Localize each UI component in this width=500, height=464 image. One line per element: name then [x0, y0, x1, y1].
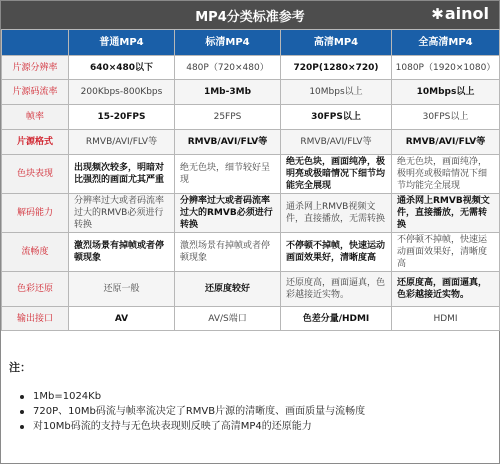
- table-row: [2, 130, 500, 155]
- brand-logo: [431, 4, 489, 23]
- title-bar: [1, 1, 499, 29]
- table-row: [2, 56, 500, 80]
- row-label: 解码能力: [2, 194, 69, 233]
- star-icon: ✱: [431, 5, 444, 23]
- table-cell: 30FPS以上: [281, 105, 392, 130]
- list-item: [9, 419, 493, 434]
- table-row: [2, 105, 500, 130]
- page-title: MP4分类标准参考: [195, 10, 305, 25]
- table-cell: 15-20FPS: [69, 105, 175, 130]
- notes-section: [9, 359, 493, 434]
- column-header: 标清MP4: [175, 30, 281, 56]
- table-cell: 30FPS以上: [392, 105, 500, 130]
- note-text: 对10Mb码流的支持与无色块表现则反映了高清MP4的还原能力: [33, 421, 312, 432]
- row-label: 流畅度: [2, 233, 69, 272]
- notes-list: [9, 389, 493, 434]
- table-cell: 分辨率过大或者码流率过大的RMVB必须进行转换: [69, 194, 175, 233]
- table-cell: 还原度高，画面逼真，色彩越接近实物。: [281, 272, 392, 307]
- row-label: 输出接口: [2, 307, 69, 331]
- column-header: 普通MP4: [69, 30, 175, 56]
- table-cell: 还原一般: [69, 272, 175, 307]
- column-header: 全高清MP4: [392, 30, 500, 56]
- table-cell: 还原度高，画面逼真，色彩越接近实物。: [392, 272, 500, 307]
- bullet-icon: [20, 425, 24, 429]
- table-row: [2, 307, 500, 331]
- table-cell: 出现频次较多，明暗对比强烈的画面尤其严重: [69, 155, 175, 194]
- table-row: [2, 194, 500, 233]
- table-corner-cell: [2, 30, 69, 56]
- bullet-icon: [20, 410, 24, 414]
- table-cell: RMVB/AVI/FLV等: [69, 130, 175, 155]
- row-label: 片源分辨率: [2, 56, 69, 80]
- bullet-icon: [20, 395, 24, 399]
- table-cell: RMVB/AVI/FLV等: [281, 130, 392, 155]
- row-label: 帧率: [2, 105, 69, 130]
- list-item: [9, 389, 493, 404]
- table-cell: AV: [69, 307, 175, 331]
- table-cell: 10Mbps以上: [281, 80, 392, 105]
- table-header-row: [2, 30, 500, 56]
- table-cell: AV/S端口: [175, 307, 281, 331]
- table-cell: 绝无色块，细节较好呈现: [175, 155, 281, 194]
- table-cell: 色差分量/HDMI: [281, 307, 392, 331]
- column-header: 高清MP4: [281, 30, 392, 56]
- table-cell: 640×480以下: [69, 56, 175, 80]
- table-cell: 200Kbps-800Kbps: [69, 80, 175, 105]
- brand-logo-text: ainol: [444, 4, 489, 23]
- table-row: [2, 155, 500, 194]
- table-cell: 不停顿不掉帧，快速运动画面效果好，清晰度高: [281, 233, 392, 272]
- mp4-comparison-table: [1, 29, 500, 331]
- table-cell: 激烈场景有掉帧或者停顿现象: [69, 233, 175, 272]
- table-cell: RMVB/AVI/FLV等: [392, 130, 500, 155]
- list-item: [9, 404, 493, 419]
- row-label: 色块表现: [2, 155, 69, 194]
- table-cell: 激烈场景有掉帧或者停顿现象: [175, 233, 281, 272]
- row-label: 片源码流率: [2, 80, 69, 105]
- table-cell: 1Mb-3Mb: [175, 80, 281, 105]
- table-cell: 还原度较好: [175, 272, 281, 307]
- row-label: 色彩还原: [2, 272, 69, 307]
- table-cell: 720P(1280×720): [281, 56, 392, 80]
- row-label: 片源格式: [2, 130, 69, 155]
- table-row: [2, 80, 500, 105]
- table-cell: 480P（720×480）: [175, 56, 281, 80]
- table-cell: 分辨率过大或者码流率过大的RMVB必须进行转换: [175, 194, 281, 233]
- note-text: 1Mb=1024Kb: [33, 391, 102, 402]
- table-cell: 通杀网上RMVB视频文件，直接播放，无需转换: [281, 194, 392, 233]
- table-cell: 10Mbps以上: [392, 80, 500, 105]
- table-cell: RMVB/AVI/FLV等: [175, 130, 281, 155]
- table-cell: 25FPS: [175, 105, 281, 130]
- note-text: 720P、10Mb码流与帧率流决定了RMVB片源的清晰度、画面质量与流畅度: [33, 406, 366, 417]
- table-cell: 通杀网上RMVB视频文件，直接播放，无需转换: [392, 194, 500, 233]
- table-cell: HDMI: [392, 307, 500, 331]
- table-cell: 不停顿不掉帧，快速运动画面效果好，清晰度高: [392, 233, 500, 272]
- table-row: [2, 272, 500, 307]
- table-cell: 绝无色块，画面纯净，极明亮或极暗情况下细节均能完全展现: [392, 155, 500, 194]
- notes-title: 注：: [9, 361, 31, 374]
- table-row: [2, 233, 500, 272]
- table-cell: 绝无色块，画面纯净，极明亮或极暗情况下细节均能完全展现: [281, 155, 392, 194]
- table-cell: 1080P（1920×1080）: [392, 56, 500, 80]
